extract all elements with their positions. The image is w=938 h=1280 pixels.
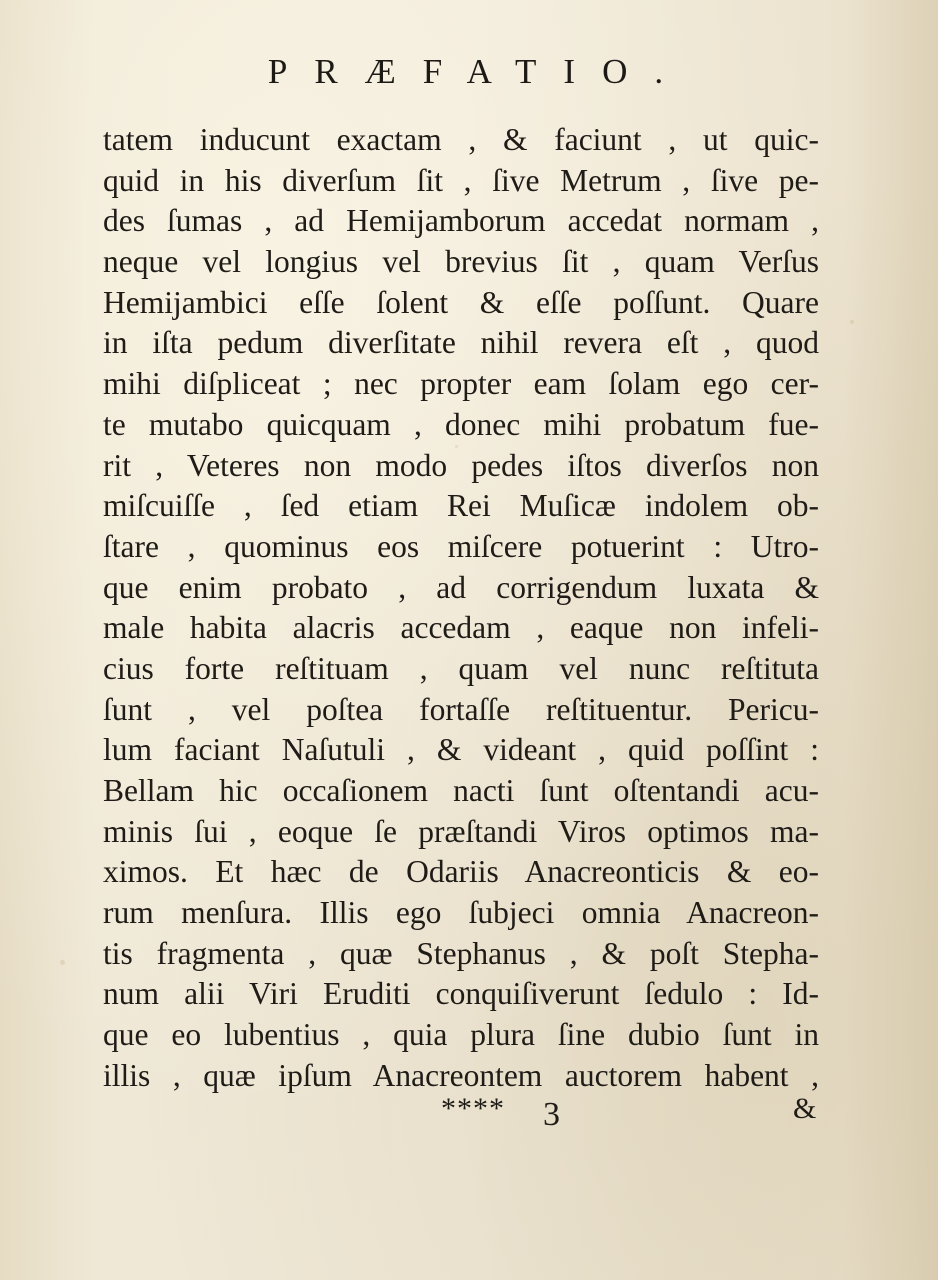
text-line: minis ſui , eoque ſe præſtandi Viros optimos ma- xyxy=(103,813,819,849)
text-line: cius forte reſtituam , quam vel nunc reſtituta xyxy=(103,650,819,686)
text-line: ſunt , vel poſtea fortaſſe reſtituentur. Pericu- xyxy=(103,691,819,727)
text-line: que enim probato , ad corrigendum luxata & xyxy=(103,569,819,605)
text-line: tis fragmenta , quæ Stephanus , & poſt Stepha- xyxy=(103,935,819,971)
text-line: miſcuiſſe , ſed etiam Rei Muſicæ indolem ob- xyxy=(103,488,819,524)
page-number: 3 xyxy=(543,1096,560,1133)
text-line: rit , Veteres non modo pedes iſtos diverſos non xyxy=(103,447,819,483)
text-line: Bellam hic occaſionem nacti ſunt oſtentandi acu- xyxy=(103,773,819,808)
body-text xyxy=(103,120,819,1097)
text-line: quid in his diverſum ſit , ſive Metrum , ſive pe- xyxy=(103,162,819,198)
page-footer xyxy=(0,1088,938,1138)
signature-mark: **** xyxy=(441,1092,505,1125)
text-line: male habita alacris accedam , eaque non infeli- xyxy=(103,610,819,646)
text-line: illis , quæ ipſum Anacreontem auctorem habent , xyxy=(103,1057,819,1093)
text-line: ſtare , quominus eos miſcere potuerint : Utro- xyxy=(103,528,819,564)
text-line: tatem inducunt exactam , & faciunt , ut quic- xyxy=(103,122,819,157)
text-line: te mutabo quicquam , donec mihi probatum fue- xyxy=(103,406,819,442)
text-line: lum faciant Naſutuli , & videant , quid poſſint : xyxy=(103,732,819,768)
text-line: in iſta pedum diverſitate nihil revera eſt , quod xyxy=(103,325,819,361)
text-line: rum menſura. Illis ego ſubjeci omnia Anacreon- xyxy=(103,895,819,931)
text-line: num alii Viri Eruditi conquiſiverunt ſedulo : Id- xyxy=(103,976,819,1012)
text-line: mihi diſpliceat ; nec propter eam ſolam ego cer- xyxy=(103,366,819,402)
text-line: ximos. Et hæc de Odariis Anacreonticis & eo- xyxy=(103,854,819,890)
running-head: PRÆFATIO. xyxy=(267,52,691,91)
text-line: des ſumas , ad Hemijamborum accedat normam , xyxy=(103,203,819,239)
catchword: & xyxy=(793,1092,817,1125)
text-line: que eo lubentius , quia plura ſine dubio ſunt in xyxy=(103,1017,819,1053)
text-line: Hemijambici eſſe ſolent & eſſe poſſunt. Quare xyxy=(103,284,819,320)
text-line: neque vel longius vel brevius ſit , quam Verſus xyxy=(103,244,819,280)
